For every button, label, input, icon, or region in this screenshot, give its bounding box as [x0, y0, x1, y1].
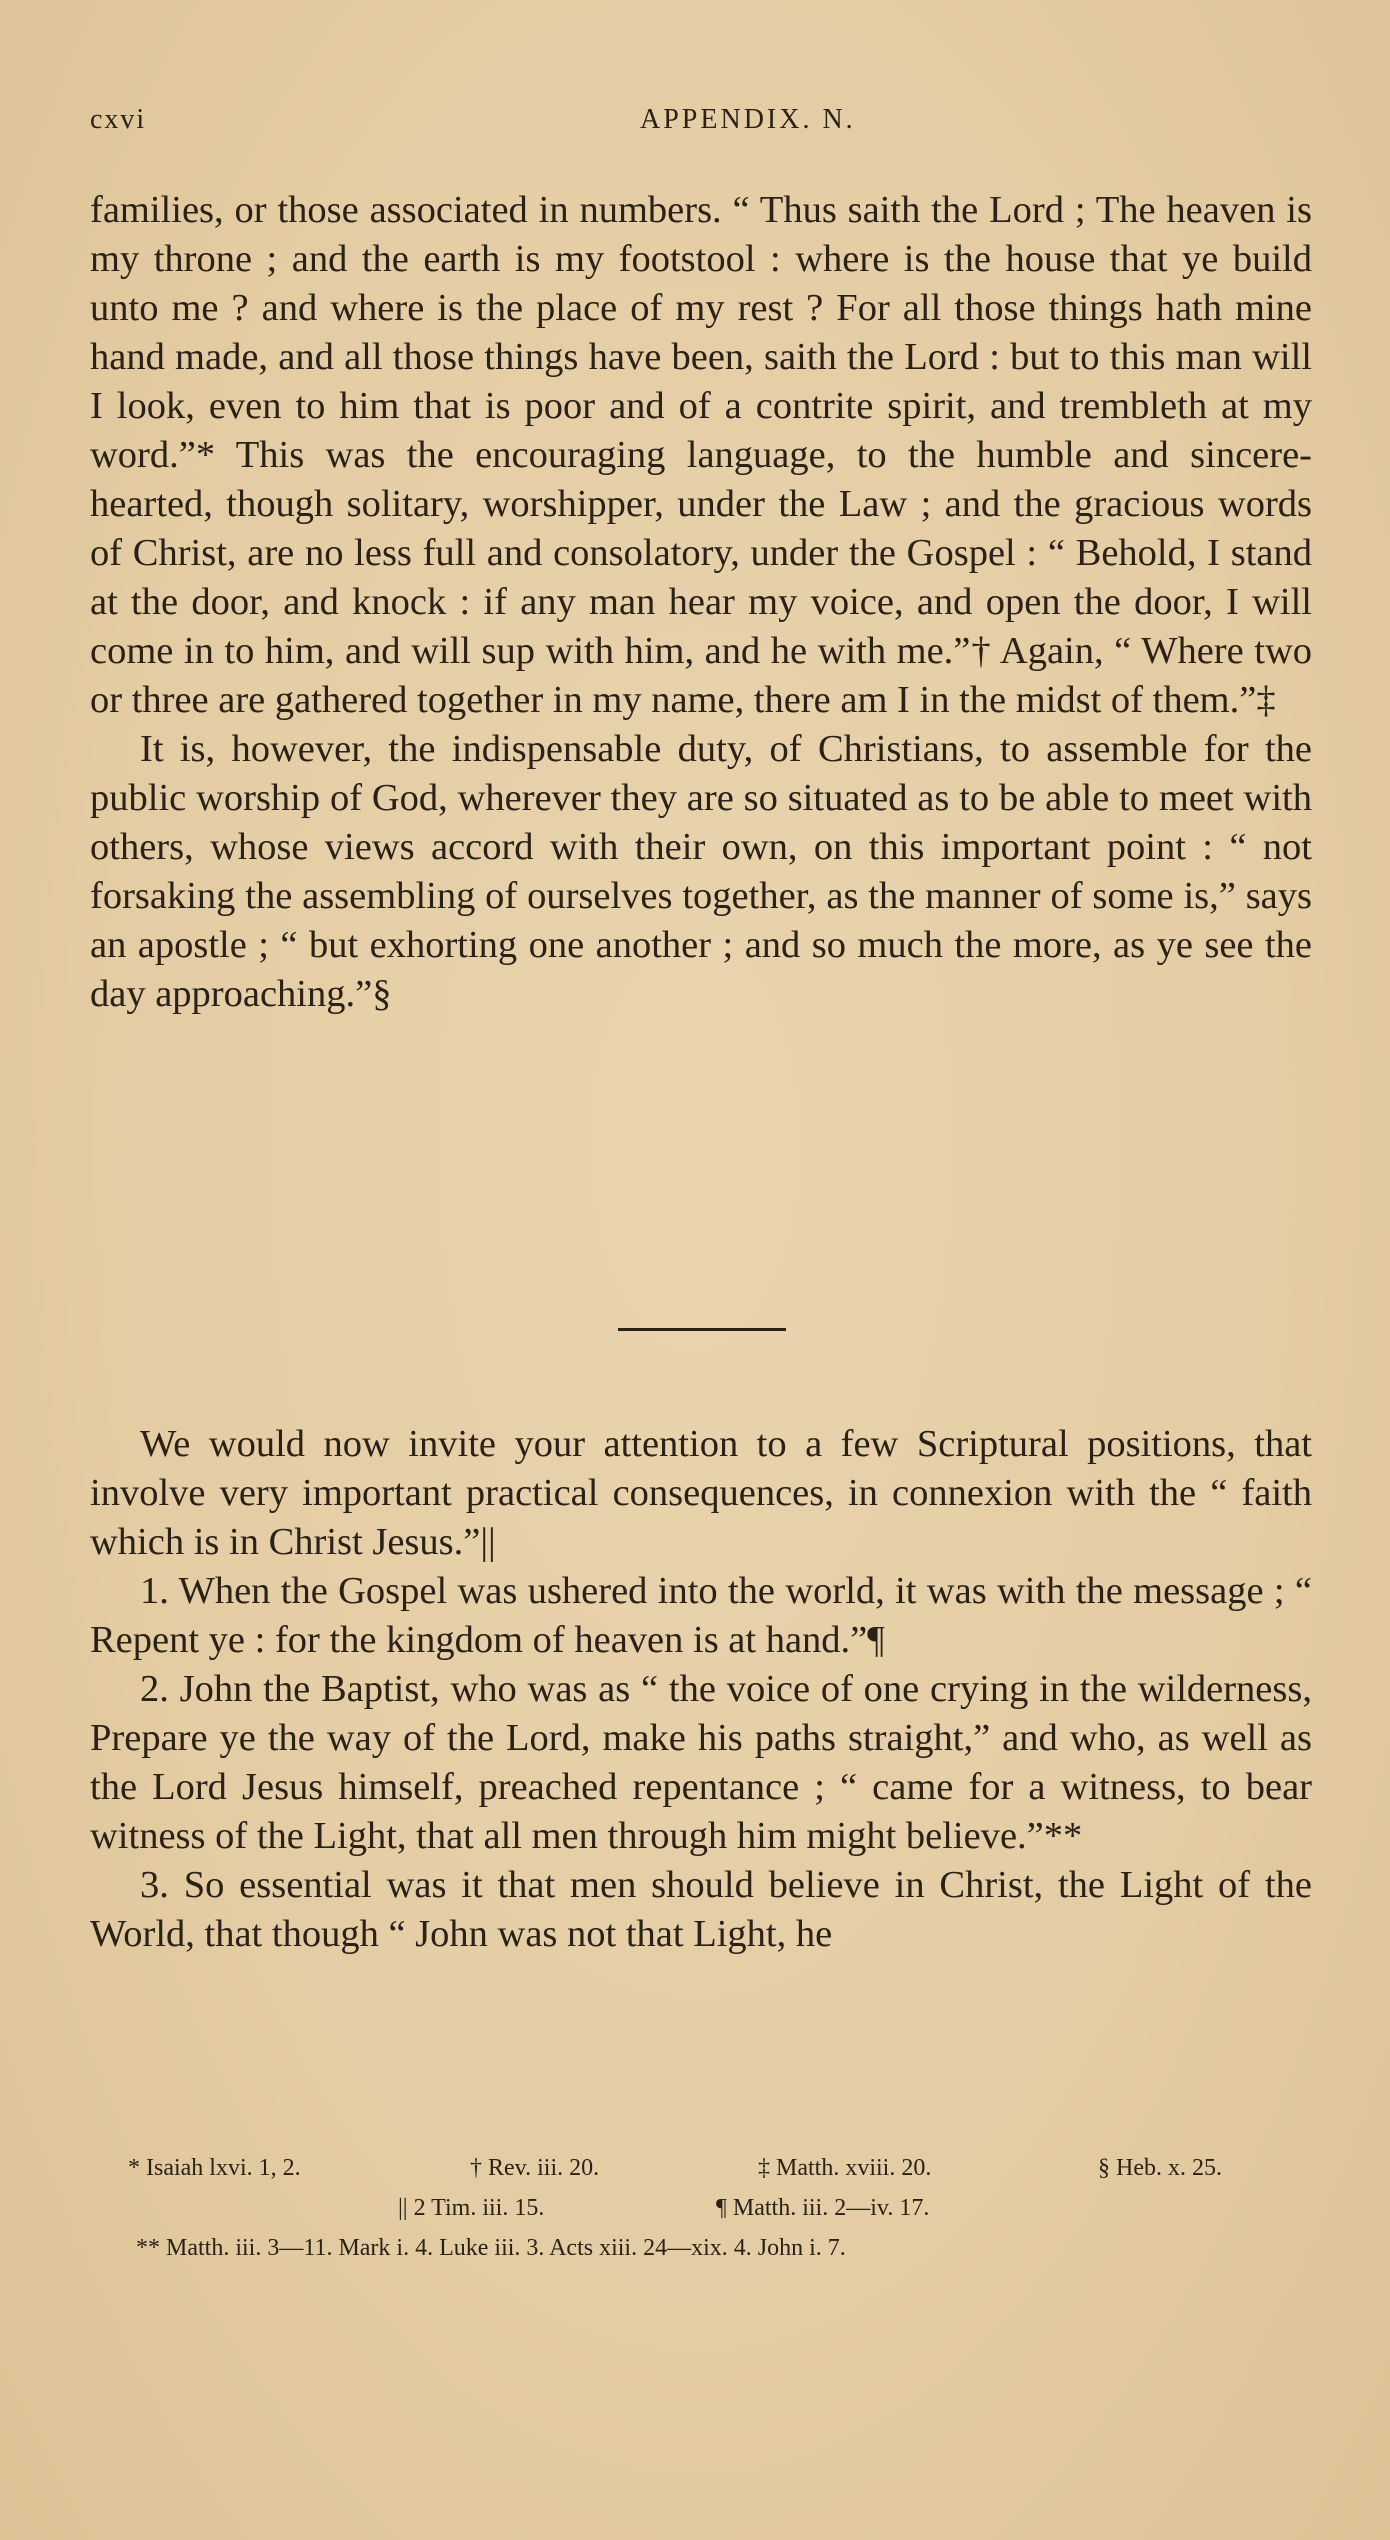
paragraph-position-2: 2. John the Baptist, who was as “ the voice of one crying in the wilderness, Prepare ye the way of the Lord, make his paths straight,” and who, as well as the Lord Jesus himself, preached repentance ; “ came for a witness, to bear witness of the Light, that all men through him might believe.”**	[90, 1668, 1312, 1857]
page-number: cxvi	[90, 104, 147, 135]
footnote: ¶ Matth. iii. 2—iv. 17.	[716, 2195, 930, 2221]
footnotes	[90, 2148, 1312, 2268]
paragraph-position-3: 3. So essential was it that men should believe in Christ, the Light of the World, that though “ John was not that Light, he	[90, 1864, 1312, 1955]
footnote: † Rev. iii. 20.	[470, 2155, 600, 2181]
paragraph-continued: families, or those associated in numbers. “ Thus saith the Lord ; The heaven is my throne ; and the earth is my footstool : where is the house that ye build unto me ? and where is the place of my rest ? For all those things hath mine hand made, and all those things have been, saith the Lord : but to this man will I look, even to him that is poor and of a contrite spirit, and trembleth at my word.”* This was the encouraging language, to the humble and sincere-hearted, though solitary, worshipper, under the Law ; and the gracious words of Christ, are no less full and consolatory, under the Gospel : “ Behold, I stand at the door, and knock : if any man hear my voice, and open the door, I will come in to him, and will sup with him, and he with me.”† Again, “ Where two or three are gathered together in my name, there am I in the midst of them.”‡	[90, 189, 1312, 721]
paragraph-scriptural-positions: We would now invite your attention to a few Scriptural positions, that involve very important practical consequences, in connexion with the “ faith which is in Christ Jesus.”||	[90, 1423, 1312, 1563]
footnote: * Isaiah lxvi. 1, 2.	[128, 2155, 301, 2181]
paragraph-position-1: 1. When the Gospel was ushered into the world, it was with the message ; “ Repent ye : for the kingdom of heaven is at hand.”¶	[90, 1570, 1312, 1661]
page-header	[90, 104, 1310, 144]
footnote-row	[90, 2188, 1312, 2228]
running-title: APPENDIX. N.	[640, 104, 856, 135]
text-block-upper	[90, 186, 1312, 1019]
footnote: § Heb. x. 25.	[1098, 2155, 1222, 2181]
footnote: || 2 Tim. iii. 15.	[398, 2195, 545, 2221]
paragraph-assembly-duty: It is, however, the indispensable duty, of Christians, to assemble for the public worship of God, wherever they are so situated as to be able to meet with others, whose views accord with their own, on this important point : “ not forsaking the assembling of ourselves together, as the manner of some is,” says an apostle ; “ but exhorting one another ; and so much the more, as ye see the day approaching.”§	[90, 728, 1312, 1015]
footnote: ‡ Matth. xviii. 20.	[758, 2155, 932, 2181]
section-divider	[618, 1328, 786, 1331]
footnote-row	[90, 2148, 1312, 2188]
footnote-row	[90, 2228, 1312, 2268]
text-block-lower	[90, 1420, 1312, 1959]
footnote: ** Matth. iii. 3—11. Mark i. 4. Luke iii. 3. Acts xiii. 24—xix. 4. John i. 7.	[136, 2235, 846, 2261]
